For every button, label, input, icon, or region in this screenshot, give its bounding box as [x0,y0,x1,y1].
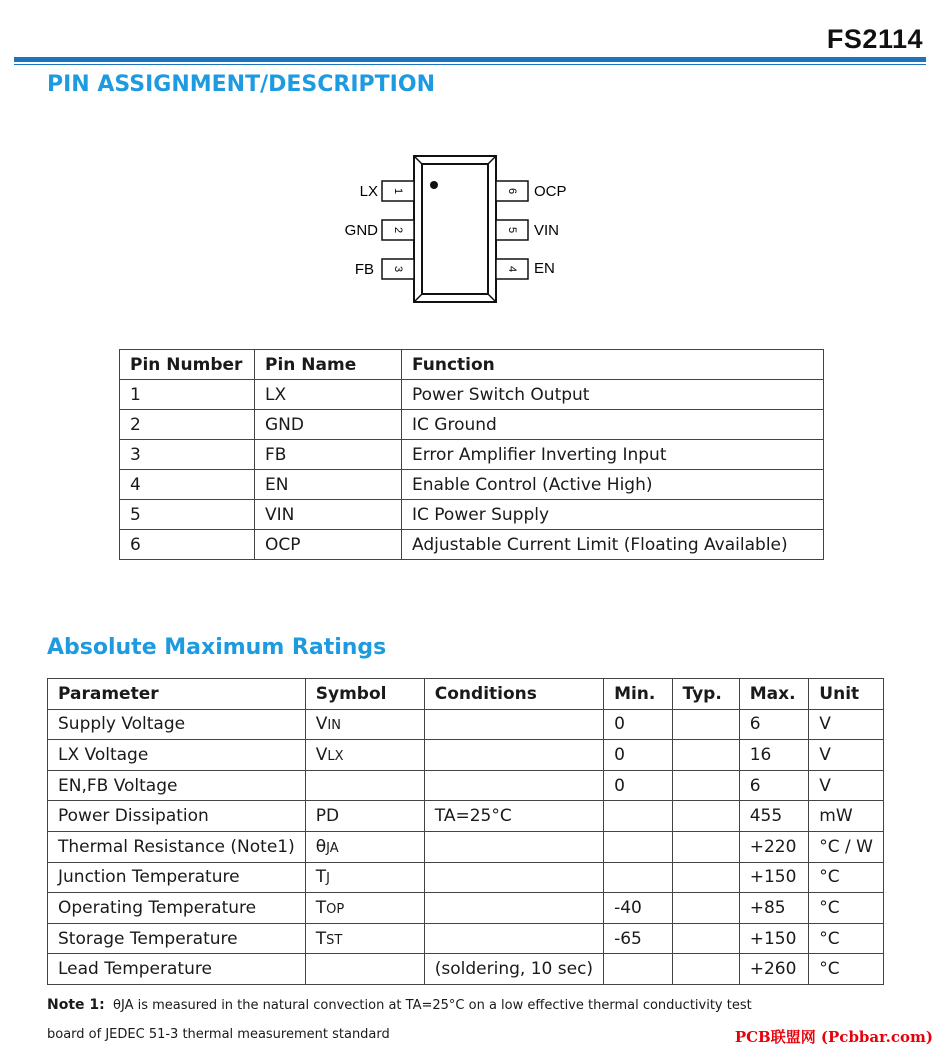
pin-table [119,349,824,560]
table-cell: VIN [255,500,402,530]
table-cell: Error Amplifier Inverting Input [402,440,824,470]
table-cell: -40 [604,893,672,924]
table-cell: OCP [255,530,402,560]
table-cell [424,740,603,771]
table-cell: -65 [604,923,672,954]
table-row [48,770,884,801]
table-cell: +260 [739,954,809,985]
absolute-maximum-ratings-table [47,678,884,985]
table-cell: Power Dissipation [48,801,306,832]
table-cell: 6 [120,530,255,560]
table-cell [424,709,603,740]
table-cell: Operating Temperature [48,893,306,924]
pin-label-fb: FB [354,260,374,278]
table-cell [672,862,739,893]
table-cell: Lead Temperature [48,954,306,985]
table-cell: 2 [120,410,255,440]
table-cell: Enable Control (Active High) [402,470,824,500]
symbol-subscript: JA [326,840,339,856]
table-cell: 0 [604,740,672,771]
symbol-cell [305,709,424,740]
table-row [48,801,884,832]
table-cell [424,770,603,801]
table-cell: 0 [604,770,672,801]
symbol-main: V [315,714,328,735]
package-body-outer [414,156,496,302]
column-header: Conditions [424,679,603,710]
table-row [120,440,824,470]
table-cell: Adjustable Current Limit (Floating Available) [402,530,824,560]
table-cell: (soldering, 10 sec) [424,954,603,985]
part-number: FS2114 [826,24,923,54]
symbol-subscript: OP [326,901,345,917]
table-row [48,893,884,924]
table-cell [672,923,739,954]
table-row [48,923,884,954]
table-cell: EN,FB Voltage [48,770,306,801]
column-header: Function [402,350,824,380]
table-cell: +150 [739,862,809,893]
column-header: Symbol [305,679,424,710]
column-header: Pin Name [255,350,402,380]
table-cell: LX Voltage [48,740,306,771]
table-cell: IC Ground [402,410,824,440]
package-diagram [330,150,590,310]
table-cell: 0 [604,709,672,740]
header-rule [14,57,926,62]
column-header: Parameter [48,679,306,710]
table-cell: +220 [739,831,809,862]
table-cell [424,923,603,954]
symbol-cell [305,770,424,801]
symbol-main: θ [315,836,327,857]
table-cell [672,740,739,771]
table-row [120,500,824,530]
symbol-subscript: IN [327,718,341,734]
pin-section-title: PIN ASSIGNMENT/DESCRIPTION [47,72,435,97]
symbol-subscript: LX [327,748,344,764]
table-cell [672,709,739,740]
symbol-cell [305,740,424,771]
table-cell: GND [255,410,402,440]
column-header: Min. [604,679,672,710]
pin-number-2: 2 [392,226,405,234]
table-cell: EN [255,470,402,500]
table-cell: Thermal Resistance (Note1) [48,831,306,862]
table-cell: V [809,709,884,740]
table-row [120,410,824,440]
table-cell [672,954,739,985]
table-cell: °C [809,923,884,954]
table-row [48,740,884,771]
table-cell: Junction Temperature [48,862,306,893]
table-cell [424,862,603,893]
header-rule-thin [14,64,926,65]
table-row [120,530,824,560]
table-cell: 6 [739,770,809,801]
column-header: Max. [739,679,809,710]
table-cell: IC Power Supply [402,500,824,530]
table-header-row [120,350,824,380]
table-row [120,470,824,500]
symbol-subscript: J [326,871,330,887]
symbol-cell [305,862,424,893]
table-row [48,709,884,740]
table-cell: °C [809,954,884,985]
pin-number-1: 1 [392,187,405,195]
table-cell: °C / W [809,831,884,862]
table-cell [424,893,603,924]
table-cell: 5 [120,500,255,530]
ratings-section-title: Absolute Maximum Ratings [47,635,387,660]
watermark: PCB联盟网 (Pcbbar.com) [734,1028,933,1046]
table-cell [672,831,739,862]
note-label: Note 1: [47,997,105,1013]
pin-label-gnd: GND [344,221,378,239]
table-header-row [48,679,884,710]
table-cell: 455 [739,801,809,832]
column-header: Unit [809,679,884,710]
table-cell [424,831,603,862]
footnote [47,991,807,1049]
symbol-cell [305,923,424,954]
pin-label-ocp: OCP [534,182,567,200]
table-row [48,954,884,985]
symbol-main: T [315,867,327,888]
table-cell: °C [809,893,884,924]
pin-label-lx: LX [359,182,378,200]
table-cell: Supply Voltage [48,709,306,740]
table-cell: Power Switch Output [402,380,824,410]
pin1-marker-dot [430,181,438,189]
symbol-main: V [315,744,328,765]
table-cell: 16 [739,740,809,771]
table-cell [672,801,739,832]
symbol-cell [305,801,424,832]
table-cell: Storage Temperature [48,923,306,954]
table-cell [672,893,739,924]
table-cell: °C [809,862,884,893]
pin-number-4: 4 [506,265,519,273]
table-cell: 1 [120,380,255,410]
pin-number-6: 6 [506,187,519,195]
note-line-2: board of JEDEC 51-3 thermal measurement standard [47,1027,390,1042]
table-cell [604,862,672,893]
table-cell: V [809,740,884,771]
table-row [48,862,884,893]
table-cell: 4 [120,470,255,500]
column-header: Typ. [672,679,739,710]
symbol-main: PD [315,806,340,827]
symbol-cell [305,831,424,862]
symbol-main: T [315,928,327,949]
pin-label-vin: VIN [534,221,560,239]
symbol-cell [305,893,424,924]
table-cell: TA=25°C [424,801,603,832]
column-header: Pin Number [120,350,255,380]
pin-label-en: EN [534,259,555,277]
table-cell: +85 [739,893,809,924]
symbol-main: T [315,897,327,918]
table-cell [604,801,672,832]
symbol-cell [305,954,424,985]
note-line-1: θJA is measured in the natural convection at TA=25°C on a low effective thermal conductivity test [113,998,752,1013]
table-cell: mW [809,801,884,832]
table-cell [604,831,672,862]
table-cell: 3 [120,440,255,470]
table-cell [604,954,672,985]
table-cell: 6 [739,709,809,740]
table-row [48,831,884,862]
symbol-subscript: ST [326,932,343,948]
table-cell: V [809,770,884,801]
table-cell: +150 [739,923,809,954]
pin-number-3: 3 [392,265,405,273]
table-row [120,380,824,410]
pin-number-5: 5 [506,226,519,234]
table-cell: FB [255,440,402,470]
table-cell: LX [255,380,402,410]
table-cell [672,770,739,801]
